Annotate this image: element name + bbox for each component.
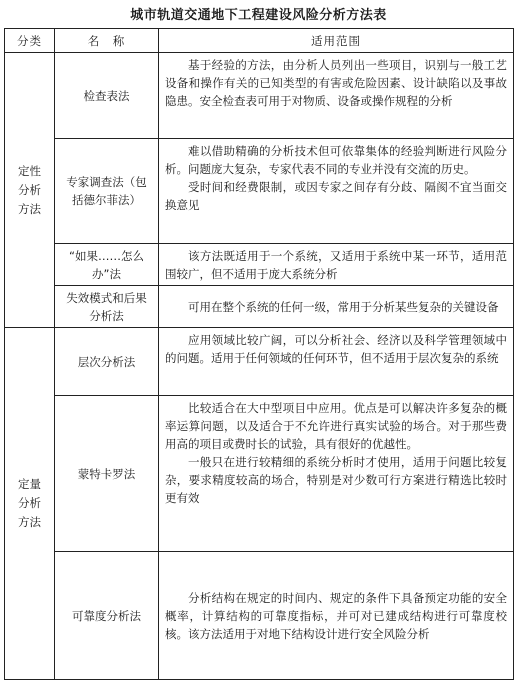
method-name: 层次分析法 (55, 328, 159, 396)
category-qualitative: 定性分析方法 (5, 53, 55, 328)
scope-paragraph: 应用领域比较广阔，可以分析社会、经济以及科学管理领域中的问题。适用于任何领域的任何环节，但不适用于层次复杂的系统 (165, 333, 507, 365)
header-name: 名 称 (55, 29, 159, 53)
method-scope (159, 286, 514, 328)
method-scope (159, 552, 514, 680)
table-title: 城市轨道交通地下工程建设风险分析方法表 (130, 8, 387, 23)
category-quantitative: 定量分析方法 (5, 328, 55, 680)
table-row (5, 244, 514, 286)
header-scope: 适用范围 (159, 29, 514, 53)
method-name: 失效模式和后果分析法 (55, 286, 159, 328)
method-name: “如果……怎么办”法 (55, 244, 159, 286)
table-row (5, 552, 514, 680)
scope-paragraph: 受时间和经费限制，或因专家之间存有分歧、隔阂不宜当面交换意见 (165, 180, 507, 212)
method-scope (159, 328, 514, 396)
header-category: 分类 (5, 29, 55, 53)
header-row (5, 29, 514, 53)
method-name: 可靠度分析法 (55, 552, 159, 680)
table-row (5, 139, 514, 244)
scope-paragraph: 可用在整个系统的任何一级，常用于分析某些复杂的关键设备 (188, 300, 499, 314)
method-name: 专家调查法（包括德尔菲法） (55, 139, 159, 244)
scope-paragraph: 难以借助精确的分析技术但可依靠集体的经验判断进行风险分析。问题庞大复杂，专家代表不同的专业并没有交流的历史。 (165, 144, 507, 176)
method-scope (159, 244, 514, 286)
risk-analysis-table (4, 28, 514, 680)
method-scope (159, 396, 514, 552)
table-row (5, 396, 514, 552)
scope-paragraph: 一般只在进行较精细的系统分析时才使用，适用于问题比较复杂，要求精度较高的场合，特别是对少数可行方案进行精选比较时更有效 (165, 455, 507, 505)
method-scope (159, 53, 514, 139)
method-name: 蒙特卡罗法 (55, 396, 159, 552)
method-name: 检查表法 (55, 53, 159, 139)
scope-paragraph: 比较适合在大中型项目中应用。优点是可以解决许多复杂的概率运算问题，以及适合于不允许进行真实试验的场合。对于那些费用高的项目或费时长的试验，具有很好的优越性。 (165, 401, 507, 451)
scope-paragraph: 基于经验的方法，由分析人员列出一些项目，识别与一般工艺设备和操作有关的已知类型的有害或危险因素、设计缺陷以及事故隐患。安全检查表可用于对物质、设备或操作规程的分析 (165, 58, 507, 108)
scope-paragraph: 分析结构在规定的时间内、规定的条件下具备预定功能的安全概率，计算结构的可靠度指标，并可对已建成结构进行可靠度校核。该方法适用于对地下结构设计进行安全风险分析 (165, 591, 507, 641)
scope-paragraph: 该方法既适用于一个系统，又适用于系统中某一环节，适用范围较广，但不适用于庞大系统分析 (165, 249, 507, 281)
table-row (5, 328, 514, 396)
table-row (5, 286, 514, 328)
method-scope (159, 139, 514, 244)
table-row (5, 53, 514, 139)
